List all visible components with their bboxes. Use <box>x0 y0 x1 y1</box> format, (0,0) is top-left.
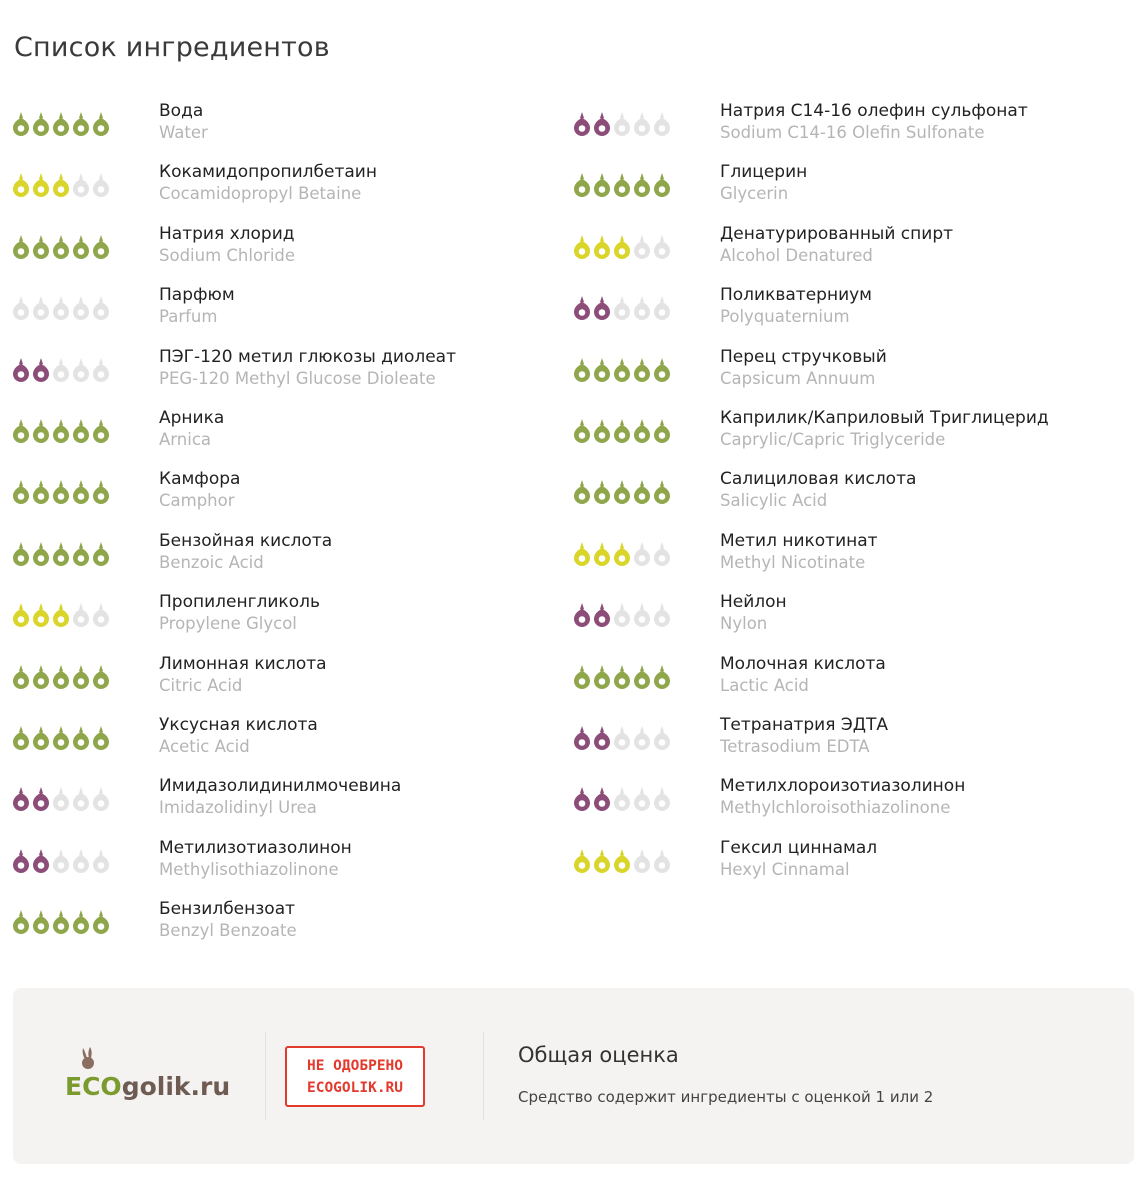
drop-icon <box>653 848 671 874</box>
drop-icon <box>12 357 30 383</box>
drop-icon <box>92 909 110 935</box>
drop-icon <box>593 602 611 628</box>
rating-drops <box>12 654 159 697</box>
ingredient-names <box>159 592 320 634</box>
rating-drops <box>573 531 720 574</box>
rating-drops <box>573 224 720 267</box>
ingredient-row[interactable] <box>573 654 1133 715</box>
drop-icon <box>633 848 651 874</box>
ingredient-row[interactable] <box>573 285 1133 346</box>
drop-icon <box>633 786 651 812</box>
rating-drops <box>573 469 720 512</box>
drop-icon <box>52 848 70 874</box>
rating-drops <box>12 838 159 881</box>
ingredient-names <box>720 162 807 204</box>
drop-icon <box>92 479 110 505</box>
drop-icon <box>12 234 30 260</box>
drop-icon <box>92 111 110 137</box>
drop-icon <box>633 664 651 690</box>
ingredient-name-ru: Кокамидопропилбетаин <box>159 162 377 183</box>
rating-drops <box>12 715 159 758</box>
drop-icon <box>593 418 611 444</box>
ingredient-name-ru: Бензойная кислота <box>159 530 333 551</box>
ingredient-row[interactable] <box>573 592 1133 653</box>
ingredient-name-ru: Метилхлороизотиазолинон <box>720 776 966 797</box>
rating-drops <box>12 469 159 512</box>
ingredient-name-en: Methylchloroisothiazolinone <box>720 798 951 818</box>
rating-drops <box>12 592 159 635</box>
rating-drops <box>12 776 159 819</box>
drop-icon <box>32 541 50 567</box>
drop-icon <box>72 664 90 690</box>
drop-icon <box>573 295 591 321</box>
drop-icon <box>12 909 30 935</box>
drop-icon <box>573 541 591 567</box>
ingredient-names <box>720 715 888 757</box>
ingredient-name-ru: Нейлон <box>720 592 787 613</box>
ingredient-names <box>159 347 456 389</box>
ingredient-row[interactable] <box>573 531 1133 592</box>
ingredient-name-ru: Молочная кислота <box>720 653 886 674</box>
drop-icon <box>633 541 651 567</box>
rating-drops <box>573 347 720 390</box>
ingredient-name-ru: Тетранатрия ЭДТА <box>720 714 889 735</box>
summary-text: Средство содержит ингредиенты с оценкой 1 или 2 <box>518 1088 934 1106</box>
ingredient-row[interactable] <box>573 224 1133 285</box>
rating-drops <box>573 285 720 328</box>
ingredient-row[interactable] <box>573 838 1133 899</box>
ingredient-list-right <box>573 101 1133 899</box>
drop-icon <box>573 664 591 690</box>
ingredient-names <box>159 224 295 266</box>
drop-icon <box>613 172 631 198</box>
drop-icon <box>573 479 591 505</box>
drop-icon <box>52 357 70 383</box>
summary-panel <box>13 988 1134 1164</box>
ingredient-name-en: PEG-120 Methyl Glucose Dioleate <box>159 368 436 388</box>
ingredient-names <box>159 469 240 511</box>
ingredient-name-ru: Метилизотиазолинон <box>159 837 352 858</box>
drop-icon <box>32 295 50 321</box>
ingredient-names <box>159 531 332 573</box>
ingredient-names <box>720 408 1049 450</box>
ingredient-names <box>159 101 208 143</box>
ingredient-row[interactable] <box>12 162 572 223</box>
ingredient-row[interactable] <box>12 531 572 592</box>
ingredient-name-ru: Перец стручковый <box>720 346 887 367</box>
ingredient-name-en: Benzoic Acid <box>159 552 264 572</box>
drop-icon <box>52 602 70 628</box>
ingredient-row[interactable] <box>573 347 1133 408</box>
ingredient-name-ru: Денатурированный спирт <box>720 223 954 244</box>
drop-icon <box>573 172 591 198</box>
drop-icon <box>92 725 110 751</box>
drop-icon <box>72 357 90 383</box>
ingredient-name-en: Polyquaternium <box>720 307 850 327</box>
ingredient-name-ru: Метил никотинат <box>720 530 878 551</box>
ecogolik-logo[interactable] <box>65 1046 231 1108</box>
ingredient-row[interactable] <box>12 654 572 715</box>
ingredient-row[interactable] <box>573 776 1133 837</box>
not-approved-stamp <box>285 1046 425 1107</box>
rating-drops <box>12 347 159 390</box>
drop-icon <box>613 479 631 505</box>
ingredient-name-ru: Арника <box>159 407 225 428</box>
drop-icon <box>52 418 70 444</box>
drop-icon <box>593 725 611 751</box>
ingredient-names <box>720 838 877 880</box>
ingredient-name-en: Alcohol Denatured <box>720 245 873 265</box>
ingredient-names <box>159 162 377 204</box>
drop-icon <box>52 172 70 198</box>
ingredient-name-en: Water <box>159 123 208 142</box>
drop-icon <box>593 295 611 321</box>
drop-icon <box>593 848 611 874</box>
ingredient-name-ru: Имидазолидинилмочевина <box>159 776 402 797</box>
drop-icon <box>12 602 30 628</box>
drop-icon <box>593 172 611 198</box>
drop-icon <box>52 111 70 137</box>
ingredient-row[interactable] <box>12 776 572 837</box>
ingredient-row[interactable] <box>12 224 572 285</box>
ingredient-row[interactable] <box>12 285 572 346</box>
drop-icon <box>633 111 651 137</box>
drop-icon <box>52 725 70 751</box>
ingredient-names <box>720 347 887 389</box>
drop-icon <box>613 786 631 812</box>
ingredient-names <box>720 101 1028 143</box>
drop-icon <box>653 111 671 137</box>
drop-icon <box>32 848 50 874</box>
ingredient-name-en: Methyl Nicotinate <box>720 552 866 572</box>
drop-icon <box>573 418 591 444</box>
ingredient-row[interactable] <box>573 715 1133 776</box>
rating-drops <box>573 715 720 758</box>
rating-drops <box>573 101 720 144</box>
drop-icon <box>573 848 591 874</box>
ingredient-name-ru: Глицерин <box>720 162 808 183</box>
drop-icon <box>653 418 671 444</box>
drop-icon <box>613 602 631 628</box>
drop-icon <box>633 602 651 628</box>
drop-icon <box>593 664 611 690</box>
drop-icon <box>613 418 631 444</box>
drop-icon <box>613 725 631 751</box>
ingredient-name-ru: Поликватерниум <box>720 285 873 306</box>
ingredient-name-en: Tetrasodium EDTA <box>720 736 870 756</box>
drop-icon <box>613 541 631 567</box>
ingredient-name-en: Parfum <box>159 307 218 327</box>
ingredient-name-en: Sodium Chloride <box>159 245 296 265</box>
ingredient-names <box>720 776 965 818</box>
drop-icon <box>573 786 591 812</box>
bunny-icon <box>77 1046 99 1072</box>
drop-icon <box>72 111 90 137</box>
page-title: Список ингредиентов <box>14 32 330 63</box>
rating-drops <box>573 776 720 819</box>
ingredient-names <box>720 285 872 327</box>
ingredient-name-ru: Уксусная кислота <box>159 714 318 735</box>
ingredient-name-en: Camphor <box>159 491 235 511</box>
ingredient-names <box>720 592 787 634</box>
drop-icon <box>52 786 70 812</box>
drop-icon <box>593 541 611 567</box>
drop-icon <box>72 541 90 567</box>
ingredient-name-ru: Пропиленгликоль <box>159 592 320 613</box>
ingredient-names <box>159 899 297 941</box>
drop-icon <box>32 909 50 935</box>
drop-icon <box>32 786 50 812</box>
drop-icon <box>12 664 30 690</box>
drop-icon <box>32 479 50 505</box>
drop-icon <box>32 418 50 444</box>
drop-icon <box>653 664 671 690</box>
drop-icon <box>653 295 671 321</box>
drop-icon <box>593 357 611 383</box>
drop-icon <box>12 172 30 198</box>
drop-icon <box>52 234 70 260</box>
rating-drops <box>12 101 159 144</box>
rating-drops <box>12 531 159 574</box>
ingredient-name-en: Salicylic Acid <box>720 491 828 511</box>
rating-drops <box>573 592 720 635</box>
drop-icon <box>633 172 651 198</box>
drop-icon <box>32 725 50 751</box>
drop-icon <box>32 602 50 628</box>
ingredient-row[interactable] <box>12 715 572 776</box>
drop-icon <box>92 295 110 321</box>
rating-drops <box>12 285 159 328</box>
divider <box>483 1032 484 1120</box>
drop-icon <box>72 786 90 812</box>
rating-drops <box>573 162 720 205</box>
ingredient-names <box>159 776 401 818</box>
drop-icon <box>92 357 110 383</box>
ingredient-names <box>159 715 318 757</box>
drop-icon <box>92 664 110 690</box>
ingredient-name-ru: Лимонная кислота <box>159 653 327 674</box>
ingredient-name-ru: Натрия хлорид <box>159 223 295 244</box>
ingredient-row[interactable] <box>573 101 1133 162</box>
stamp-line-1: НЕ ОДОБРЕНО <box>306 1057 404 1074</box>
drop-icon <box>653 234 671 260</box>
stamp-line-2: ECOGOLIK.RU <box>306 1079 404 1096</box>
rating-drops <box>573 654 720 697</box>
ingredient-row[interactable] <box>12 347 572 408</box>
drop-icon <box>72 602 90 628</box>
drop-icon <box>72 909 90 935</box>
ingredient-names <box>159 654 327 696</box>
drop-icon <box>12 418 30 444</box>
drop-icon <box>633 479 651 505</box>
ingredient-row[interactable] <box>12 408 572 469</box>
ingredient-row[interactable] <box>573 162 1133 223</box>
drop-icon <box>12 295 30 321</box>
drop-icon <box>32 234 50 260</box>
ingredient-row[interactable] <box>573 408 1133 469</box>
ingredient-name-en: Lactic Acid <box>720 675 809 695</box>
ingredient-name-en: Acetic Acid <box>159 736 250 756</box>
ingredient-row[interactable] <box>12 469 572 530</box>
ingredient-name-ru: Гексил циннамал <box>720 837 878 858</box>
rating-drops <box>12 899 159 942</box>
drop-icon <box>613 295 631 321</box>
drop-icon <box>32 172 50 198</box>
ingredient-name-en: Methylisothiazolinone <box>159 859 339 879</box>
divider <box>265 1032 266 1120</box>
drop-icon <box>653 541 671 567</box>
ingredient-name-en: Hexyl Cinnamal <box>720 859 850 879</box>
ingredient-names <box>159 285 235 327</box>
ingredient-name-ru: Парфюм <box>159 285 235 306</box>
drop-icon <box>613 664 631 690</box>
drop-icon <box>92 172 110 198</box>
drop-icon <box>593 479 611 505</box>
drop-icon <box>92 848 110 874</box>
ingredient-row[interactable] <box>12 101 572 162</box>
drop-icon <box>92 602 110 628</box>
drop-icon <box>72 234 90 260</box>
drop-icon <box>633 418 651 444</box>
drop-icon <box>613 357 631 383</box>
drop-icon <box>52 541 70 567</box>
drop-icon <box>653 172 671 198</box>
drop-icon <box>72 418 90 444</box>
drop-icon <box>72 295 90 321</box>
drop-icon <box>573 725 591 751</box>
drop-icon <box>573 357 591 383</box>
drop-icon <box>653 725 671 751</box>
ingredient-name-ru: Каприлик/Каприловый Триглицерид <box>720 407 1049 428</box>
ingredient-row[interactable] <box>573 469 1133 530</box>
ingredient-name-ru: Камфора <box>159 469 241 490</box>
drop-icon <box>72 479 90 505</box>
drop-icon <box>92 541 110 567</box>
drop-icon <box>633 234 651 260</box>
drop-icon <box>633 357 651 383</box>
ingredient-names <box>720 654 886 696</box>
drop-icon <box>52 909 70 935</box>
drop-icon <box>52 664 70 690</box>
drop-icon <box>633 725 651 751</box>
drop-icon <box>12 111 30 137</box>
ingredient-name-en: Sodium C14-16 Olefin Sulfonate <box>720 123 985 142</box>
ingredient-name-en: Cocamidopropyl Betaine <box>159 184 362 204</box>
drop-icon <box>573 602 591 628</box>
rating-drops <box>12 224 159 267</box>
ingredient-name-en: Caprylic/Capric Triglyceride <box>720 429 946 449</box>
drop-icon <box>52 295 70 321</box>
drop-icon <box>613 848 631 874</box>
ingredient-row[interactable] <box>12 592 572 653</box>
ingredient-name-en: Propylene Glycol <box>159 614 297 634</box>
drop-icon <box>573 111 591 137</box>
drop-icon <box>12 541 30 567</box>
drop-icon <box>613 234 631 260</box>
drop-icon <box>593 111 611 137</box>
drop-icon <box>32 111 50 137</box>
drop-icon <box>653 786 671 812</box>
drop-icon <box>12 786 30 812</box>
ingredient-name-en: Citric Acid <box>159 675 243 695</box>
ingredient-names <box>720 531 878 573</box>
drop-icon <box>92 234 110 260</box>
ingredient-name-ru: Салициловая кислота <box>720 469 917 490</box>
ingredient-names <box>159 838 352 880</box>
drop-icon <box>92 786 110 812</box>
summary-title: Общая оценка <box>518 1043 679 1067</box>
ingredient-name-ru: Натрия С14-16 олефин сульфонат <box>720 101 1028 121</box>
ingredient-name-ru: Вода <box>159 101 204 121</box>
rating-drops <box>12 408 159 451</box>
drop-icon <box>653 479 671 505</box>
drop-icon <box>593 786 611 812</box>
ingredient-name-ru: ПЭГ-120 метил глюкозы диолеат <box>159 346 457 367</box>
ingredient-name-en: Benzyl Benzoate <box>159 921 297 941</box>
drop-icon <box>573 234 591 260</box>
drop-icon <box>92 418 110 444</box>
drop-icon <box>32 357 50 383</box>
drop-icon <box>52 479 70 505</box>
rating-drops <box>573 838 720 881</box>
ingredient-name-en: Capsicum Annuum <box>720 368 876 388</box>
drop-icon <box>12 848 30 874</box>
ingredient-list-left <box>12 101 572 960</box>
drop-icon <box>72 848 90 874</box>
ingredient-names <box>720 469 916 511</box>
drop-icon <box>72 725 90 751</box>
rating-drops <box>12 162 159 205</box>
drop-icon <box>12 725 30 751</box>
ingredient-name-en: Nylon <box>720 614 768 634</box>
logo-eco: ECO <box>65 1072 122 1101</box>
logo-golik: golik.ru <box>121 1072 231 1101</box>
drop-icon <box>613 111 631 137</box>
ingredient-name-ru: Бензилбензоат <box>159 899 296 920</box>
ingredient-names <box>159 408 224 450</box>
ingredient-name-en: Arnica <box>159 429 212 449</box>
ingredient-names <box>720 224 953 266</box>
ingredient-row[interactable] <box>12 899 572 960</box>
drop-icon <box>12 479 30 505</box>
ingredient-name-en: Glycerin <box>720 184 789 204</box>
drop-icon <box>633 295 651 321</box>
ingredient-name-en: Imidazolidinyl Urea <box>159 798 317 818</box>
drop-icon <box>72 172 90 198</box>
rating-drops <box>573 408 720 451</box>
drop-icon <box>653 602 671 628</box>
drop-icon <box>32 664 50 690</box>
drop-icon <box>653 357 671 383</box>
ingredient-row[interactable] <box>12 838 572 899</box>
drop-icon <box>593 234 611 260</box>
